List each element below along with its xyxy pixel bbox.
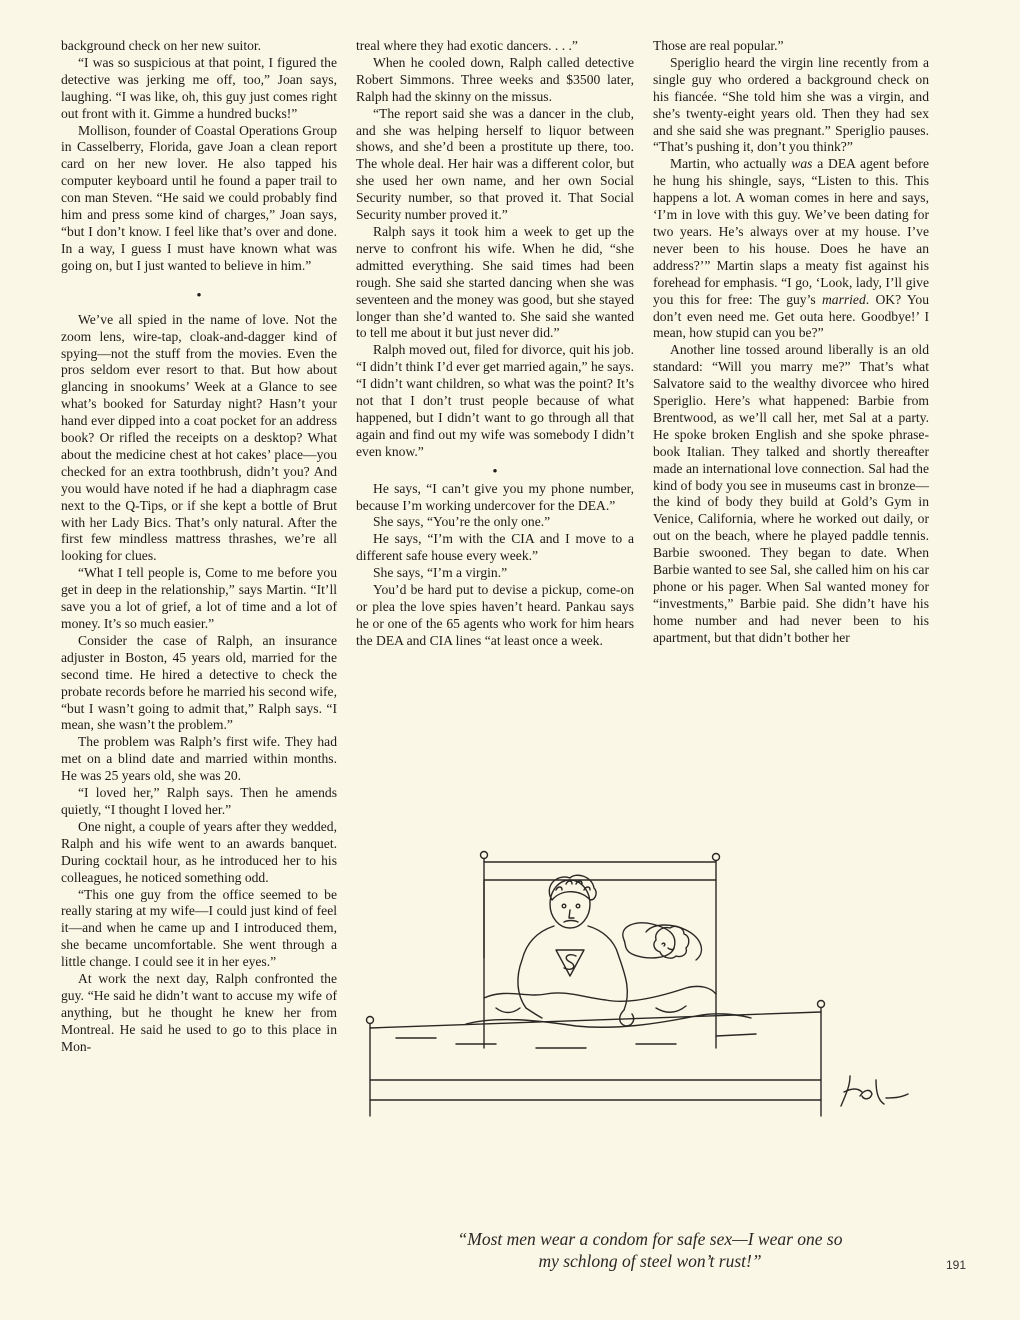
caption-line: my schlong of steel won’t rust!” <box>538 1251 762 1271</box>
paragraph: At work the next day, Ralph confronted the guy. “He said he didn’t want to accuse my wife of anything, but he thought he knew her from Montreal. He said he used to go to this place in Mon- <box>61 971 337 1054</box>
paragraph: “I was so suspicious at that point, I figured the detective was jerking me off, too,” Joan says, laughing. “I was like, oh, this guy just comes right out front with it. Gimme a hundred bucks!” <box>61 54 337 121</box>
text-span: Martin, who actually <box>670 156 792 172</box>
text-column-2 <box>356 38 634 650</box>
paragraph: Another line tossed around liberally is an old standard: “Will you marry me?” That’s what Salvatore said to the wealthy divorcee who hired Speriglio. Here’s what happened: Barbie from Brentwood, as we’ll call her, met Sal at a party. He spoke broken English and she spoke phrase-book Italian. They talked and shortly thereafter made an international love connection. Sal had the kind of body you see in museums cast in bronze—the kind of body they build at Gold’s Gym in Venice, California, where he worked out daily, or out on the beach, where he played paddle tennis. Barbie swooned. They began to date. When Barbie wanted to see Sal, she called him on his car phone or his pager. When Sal wanted money for “investments,” Barbie paid. She didn’t have his home number and had never been to his apartment, but that didn’t bother her <box>653 342 929 645</box>
paragraph: “The report said she was a dancer in the club, and she was helping herself to liquor between shows, and she’d been a prostitute up there, too. The whole deal. Her hair was a different color, but she used her own name, and her own Social Security number, so that proved it. That Social Security number proved it.” <box>356 105 634 223</box>
section-separator: • <box>196 287 202 304</box>
paragraph: treal where they had exotic dancers. . . .” <box>356 38 578 53</box>
cartoon-illustration <box>356 848 926 1118</box>
emphasis: married <box>821 291 866 307</box>
paragraph: Consider the case of Ralph, an insurance adjuster in Boston, 45 years old, married for the second time. He hired a detective to check the probate records before he married his second wife, “but I wasn’t going to admit that,” Ralph says. “I mean, she wasn’t the problem.” <box>61 632 337 733</box>
page-number: 191 <box>946 1258 967 1272</box>
cartoon-caption <box>400 1228 900 1272</box>
caption-line: “Most men wear a condom for safe sex—I wear one so <box>457 1229 843 1249</box>
artist-signature-mark <box>841 1076 908 1106</box>
paragraph: We’ve all spied in the name of love. Not the zoom lens, wire-tap, cloak-and-dagger kind of spying—not the stuff from the movies. Even the pros seldom ever resort to that. But how about glancing in snookums’ Week at a Glance to see what’s booked for Saturday night? Hasn’t your hand ever dipped into a coat pocket for an address book? Or rifled the receipts on a desktop? What about the medicine chest at hot cakes’ place—you checked for an extra toothbrush, didn’t you? And you would have noted if he had a diaphragm case next to the Q-Tips, or if she kept a bottle of Brut with her Lady Bics. That’s only natural. After the first few mindless mattress thrashes, we’re all looking for clues. <box>61 311 337 564</box>
paragraph: You’d be hard put to devise a pickup, come-on or plea the love spies haven’t heard. Pankau says he or one of the 65 agents who work for him hears the DEA and CIA lines “at least once a week. <box>356 582 634 648</box>
paragraph: She says, “You’re the only one.” <box>373 514 551 530</box>
paragraph: Ralph says it took him a week to get up the nerve to confront his wife. When he did, “she admitted everything. She said times had been rough. She said she started dancing when she was seventeen and the money was good, but she stayed longer than she’d wanted to. She said she wanted to tell me about it but just never did.” <box>356 223 634 341</box>
paragraph: “I loved her,” Ralph says. Then he amends quietly, “I thought I loved her.” <box>61 785 337 817</box>
paragraph: Ralph moved out, filed for divorce, quit his job. “I didn’t think I’d ever get married again,” he says. “I didn’t want children, so what was the point? It’s not that I don’t trust people because of what happened, but I didn’t want to go through all that again and find out my wife was somebody I didn’t even know.” <box>356 342 634 459</box>
section-separator: • <box>492 463 498 480</box>
paragraph: He says, “I can’t give you my phone number, because I’m working undercover for the DEA.” <box>356 480 634 513</box>
paragraph: “What I tell people is, Come to me before you get in deep in the relationship,” says Martin. “It’ll save you a lot of grief, a lot of time and a lot of money. It’s so much easier.” <box>61 565 337 631</box>
paragraph: When he cooled down, Ralph called detective Robert Simmons. Three weeks and $3500 later, Ralph had the skinny on the missus. <box>356 54 634 104</box>
paragraph: Speriglio heard the virgin line recently from a single guy who ordered a background check on his fiancée. “She told him she was a virgin, and she’s twenty-eight years old. Then they had sex and she said she was pregnant.” Speriglio pauses. “That’s pushing it, don’t you think?” <box>653 54 929 155</box>
text-span: . OK? You don’t even need me. Get outa here. Goodbye!’ I mean, how stupid can you be?” <box>653 291 929 341</box>
paragraph: Mollison, founder of Coastal Operations Group in Casselberry, Florida, gave Joan a clean report card on her new lover. He also tapped his computer keyboard until he found a paper trail to con man Steven. “He said we could probably find him and press some kind of charges,” Joan says, “but I don’t know. I feel like that’s over and done. In a way, I guess I must have known what was going on, but I just wanted to believe in him.” <box>61 122 337 273</box>
paragraph: background check on her new suitor. <box>61 38 262 53</box>
paragraph: “This one guy from the office seemed to be really staring at my wife—I could just kind of feel it—and when he came up and I introduced them, she became uncomfortable. She went through a little change. I could see it in her eyes.” <box>61 886 337 970</box>
paragraph: Those are real popular.” <box>653 38 784 53</box>
paragraph: She says, “I’m a virgin.” <box>373 565 508 581</box>
paragraph <box>653 156 929 342</box>
signature: Hal <box>904 1110 906 1111</box>
paragraph: He says, “I’m with the CIA and I move to a different safe house every week.” <box>356 531 634 564</box>
text-span: a DEA agent before he hung his shingle, says, “Listen to this. This happens a lot. A woman comes in here and says, ‘I’m in love with this guy. We’ve been dating for two years. He’s always over at my house. I’ve never been to his house. Does he have an address?’” Martin slaps a meaty fist against his forehead for emphasis. “I go, ‘Look, lady, I’ll give you this for free: The guy’s <box>653 156 929 307</box>
paragraph: One night, a couple of years after they wedded, Ralph and his wife went to an awards banquet. During cocktail hour, as he introduced her to his colleagues, he noticed something odd. <box>61 818 337 885</box>
text-column-3 <box>653 38 929 647</box>
text-column-1 <box>61 38 337 1056</box>
emphasis: was <box>791 156 813 172</box>
paragraph: The problem was Ralph’s first wife. They had met on a blind date and married within months. He was 25 years old, she was 20. <box>61 734 337 784</box>
